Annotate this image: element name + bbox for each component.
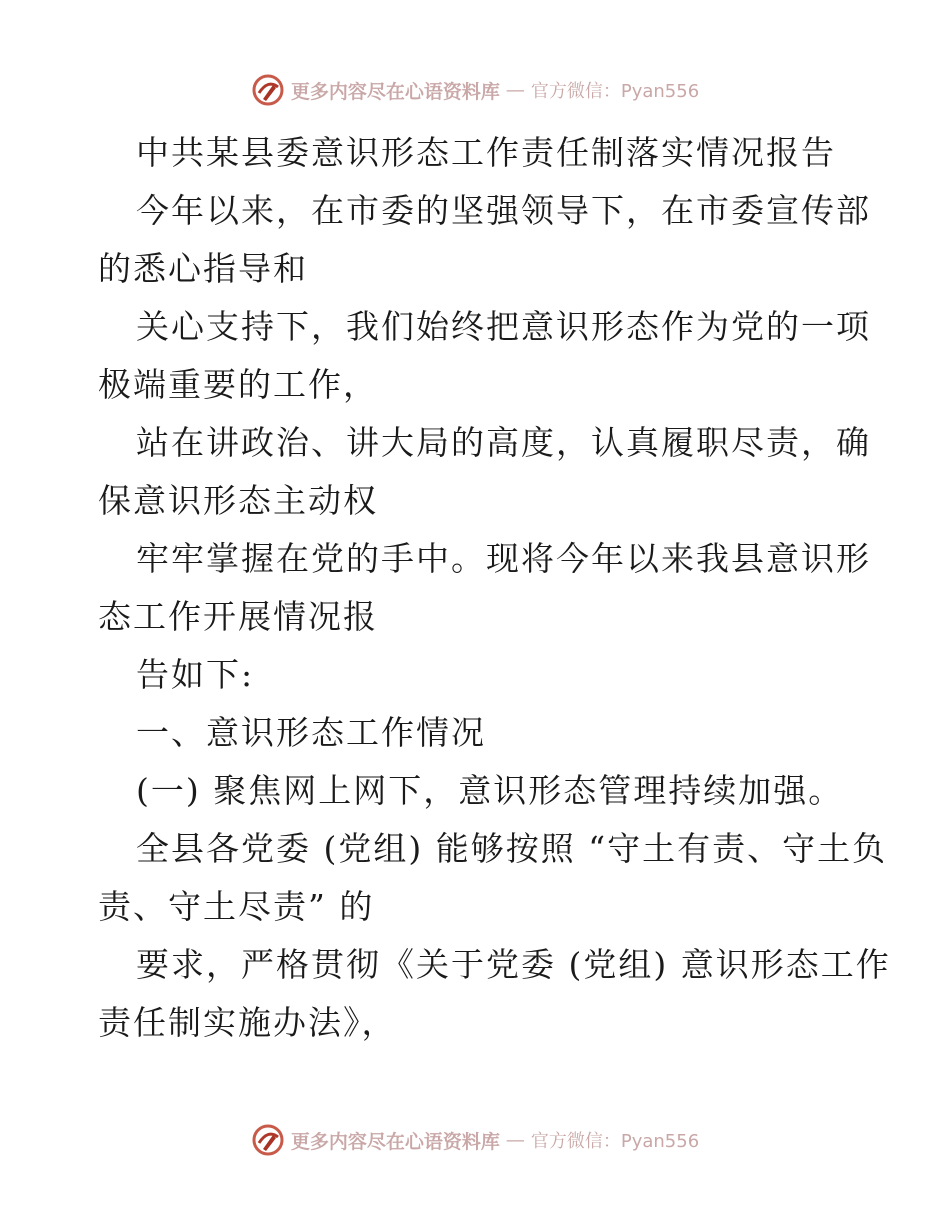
banner-main-text: 更多内容尽在心语资料库: [290, 1130, 500, 1153]
footer-banner: [0, 1120, 950, 1160]
banner-separator: —: [505, 1129, 525, 1151]
paragraph-line: 站在讲政治、讲大局的高度，认真履职尽责，确: [136, 423, 871, 462]
banner-main-text: 更多内容尽在心语资料库: [290, 80, 500, 103]
paragraph-line: 要求，严格贯彻《关于党委 (党组) 意识形态工作: [136, 945, 891, 984]
paragraph-line: 态工作开展情况报: [98, 597, 378, 636]
logo-icon: [251, 73, 285, 107]
paragraph-line: 告如下:: [136, 655, 255, 694]
document-body: [98, 124, 891, 1052]
subsection-heading: (一) 聚焦网上网下，意识形态管理持续加强。: [136, 771, 844, 810]
paragraph-line: 关心支持下，我们始终把意识形态作为党的一项: [136, 307, 871, 346]
banner-wechat-text: 官方微信：Pyan556: [530, 81, 700, 102]
banner-separator: —: [505, 79, 525, 101]
banner-wechat-text: 官方微信：Pyan556: [530, 1131, 700, 1152]
paragraph-line: 今年以来，在市委的坚强领导下，在市委宣传部: [136, 191, 871, 230]
paragraph-line: 责任制实施办法》，: [98, 1003, 397, 1042]
document-title: 中共某县委意识形态工作责任制落实情况报告: [136, 133, 836, 172]
paragraph-line: 极端重要的工作，: [98, 365, 378, 404]
paragraph-line: 责、守土尽责” 的: [98, 887, 375, 926]
paragraph-line: 全县各党委 (党组) 能够按照 “守土有责、守土负: [136, 829, 888, 868]
paragraph-line: 牢牢掌握在党的手中。现将今年以来我县意识形: [136, 539, 871, 578]
paragraph-line: 的悉心指导和: [98, 249, 308, 288]
header-banner: [0, 70, 950, 110]
logo-icon: [251, 1123, 285, 1157]
section-heading: 一、意识形态工作情况: [136, 713, 486, 752]
paragraph-line: 保意识形态主动权: [98, 481, 378, 520]
